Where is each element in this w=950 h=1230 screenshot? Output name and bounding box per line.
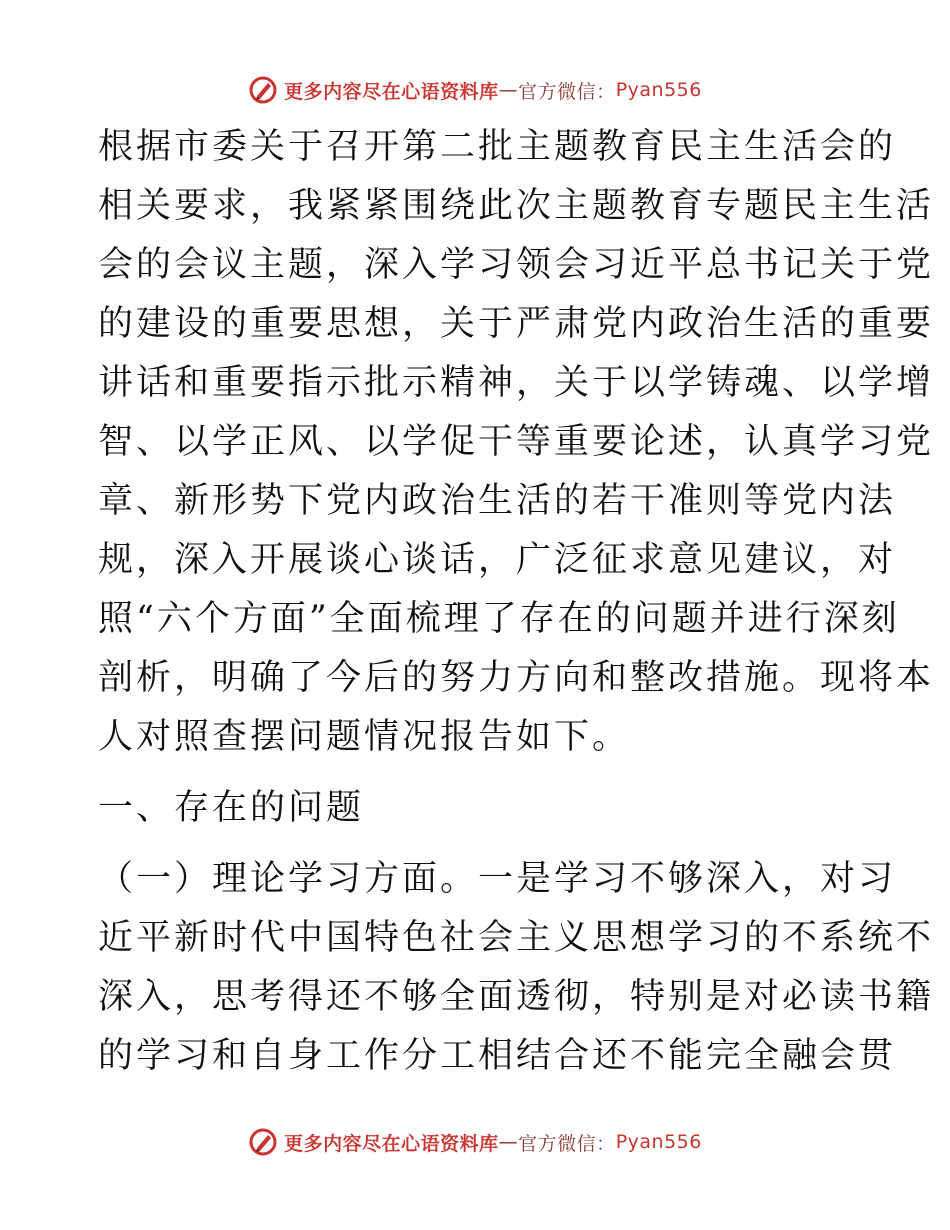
watermark-wechat-id: Pyan556: [615, 79, 702, 101]
pen-circle-logo-icon: [248, 1127, 278, 1157]
watermark-dash: —: [498, 79, 519, 101]
watermark-banner-top: [0, 70, 950, 110]
text-line: 智、以学正风、以学促干等重要论述，认真学习党: [98, 422, 935, 462]
text-line: 讲话和重要指示批示精神，关于以学铸魂、以学增: [98, 363, 935, 403]
text-line: 深入，思考得还不够全面透彻，特别是对必读书籍: [98, 977, 935, 1017]
watermark-main-text: 更多内容尽在心语资料库: [284, 1132, 499, 1155]
text-line: （一）理论学习方面。一是学习不够深入，对习: [98, 859, 897, 899]
watermark-main-text: 更多内容尽在心语资料库: [284, 80, 499, 103]
watermark-banner-bottom: [0, 1122, 950, 1162]
text-line: 剖析，明确了今后的努力方向和整改措施。现将本: [98, 658, 935, 698]
text-line: 章、新形势下党内政治生活的若干准则等党内法: [98, 481, 897, 521]
section-heading: 一、存在的问题: [98, 788, 365, 828]
watermark-dash: —: [498, 1131, 519, 1153]
text-line: 照“六个方面”全面梳理了存在的问题并进行深刻: [98, 599, 900, 639]
text-line: 的建设的重要思想，关于严肃党内政治生活的重要: [98, 304, 935, 344]
text-line: 人对照查摆问题情况报告如下。: [98, 717, 631, 757]
text-line: 相关要求，我紧紧围绕此次主题教育专题民主生活: [98, 186, 935, 226]
paragraph-intro: [98, 118, 935, 767]
watermark-label: 官方微信：: [518, 1132, 616, 1155]
watermark-wechat-id: Pyan556: [615, 1131, 702, 1153]
paragraph-theory-study: [98, 850, 935, 1086]
document-body: [98, 118, 935, 1086]
text-line: 近平新时代中国特色社会主义思想学习的不系统不: [98, 918, 935, 958]
text-line: 会的会议主题，深入学习领会习近平总书记关于党: [98, 245, 935, 285]
pen-circle-logo-icon: [248, 75, 278, 105]
watermark-label: 官方微信：: [518, 80, 616, 103]
text-line: 的学习和自身工作分工相结合还不能完全融会贯: [98, 1036, 897, 1076]
text-line: 规，深入开展谈心谈话，广泛征求意见建议，对: [98, 540, 897, 580]
text-line: 根据市委关于召开第二批主题教育民主生活会的: [98, 127, 897, 167]
